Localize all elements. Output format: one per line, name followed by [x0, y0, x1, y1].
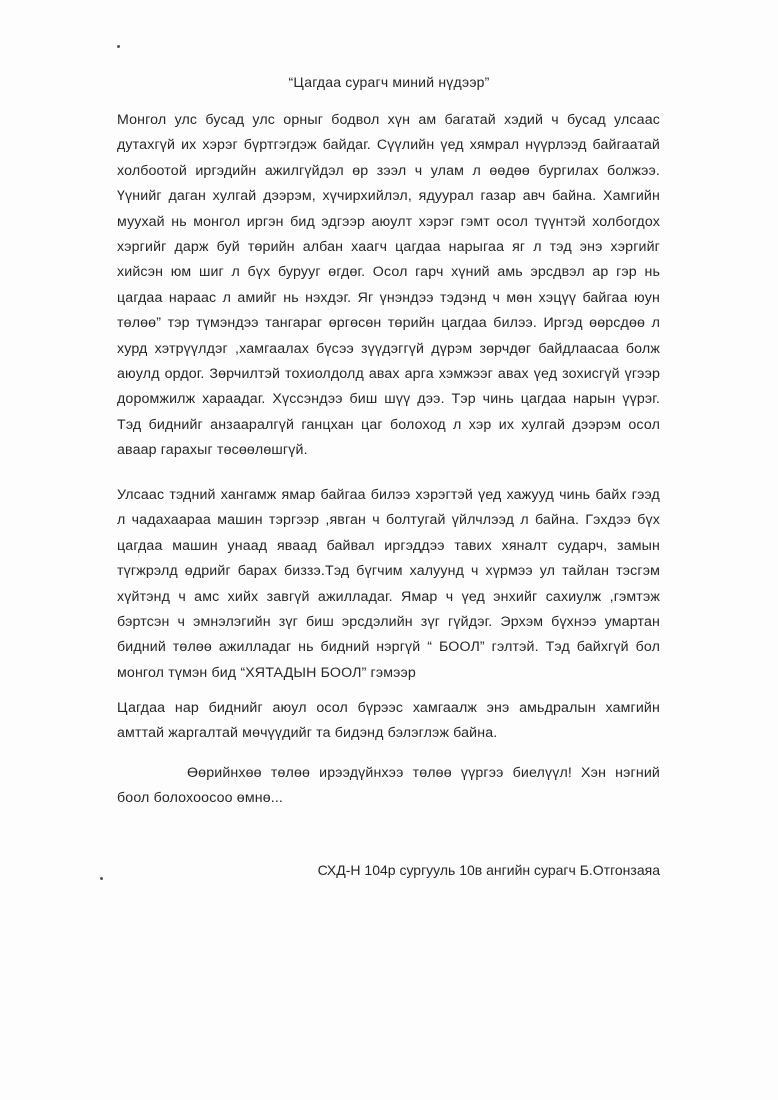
paragraph-4: Өөрийнхөө төлөө ирээдүйнхээ төлөө үүргээ биелүүл! Хэн нэгний боол болохоосоо өмнө...	[117, 765, 660, 807]
paragraph-1: Монгол улс бусад улс орныг бодвол хүн ам багатай хэдий ч бусад улсаас дутахгүй их хэрэг бүртгэгдэж байдаг. Сүүлийн үед хямрал нүүрлээд байгаатай холбоотой иргэдийн ажилгүйдэл өр зээл ч улам л өөдөө бургилах болжээ. Үүнийг даган хулгай дээрэм, хүчирхийлэл, ядуурал газар авч байна. Хамгийн муухай нь монгол иргэн бид эдгээр аюулт хэрэг гэмт осол түүнтэй холбогдох хэргийг дарж буй төрийн албан хаагч цагдаа нарыгаа яг л тэд энэ хэргийг хийсэн юм шиг л бүх бурууг өгдөг. Осол гарч хүний амь эрсдвэл ар гэр нь цагдаа нараас л амийг нь нэхдэг. Яг үнэндээ тэдэнд ч мөн хэцүү байгаа юун төлөө” тэр түмэндээ тангараг өргөсөн төрийн цагдаа билээ. Иргэд өөрсдөө л хурд хэтрүүлдэг ,хамгаалах бүсээ зүүдэггүй дүрэм зөрчдөг байдлаасаа болж аюулд ордог. Зөрчилтэй тохиолдолд авах арга хэмжээг авах үед зохисгүй үгээр доромжилж хараадаг. Хүссэндээ биш шүү дээ. Тэр чинь цагдаа нарын үүрэг. Тэд биднийг анзааралгүй ганцхан цаг болоход л хэр их хулгай дээрэм осол аваар гарахыг төсөөлөшгүй.	[117, 112, 660, 459]
author-signature: СХД-Н 104р сургууль 10в ангийн сурагч Б.Отгонзаяа	[317, 862, 660, 878]
document-title: “Цагдаа сурагч миний нүдээр”	[288, 74, 490, 90]
paragraph-2: Улсаас тэдний хангамж ямар байгаа билээ хэрэгтэй үед хажууд чинь байх гээд л чадахаараа машин тэргээр ,явган ч болтугай үйлчлээд л байна. Гэхдээ бүх цагдаа машин унаад яваад байвал иргэддээ тавих хяналт сударч, замын түгжрэлд өдрийг барах биззэ.Тэд бүгчим халуунд ч хүрмээ ул тайлан тэсгэм хүйтэнд ч амс хийх завгүй ажилладаг. Ямар ч үед энхийг сахиулж ,гэмтэж бэртсэн ч эмнэлэгийн зүг биш эрсдэлийн зүг гүйдэг. Эрхэм бүхнээ умартан бидний төлөө ажилладаг нь бидний нэргүй “ БООЛ” гэлтэй. Тэд байхгүй бол монгол түмэн бид “ХЯТАДЫН БООЛ” гэмээр	[117, 487, 660, 681]
scan-speck	[100, 877, 103, 880]
paragraph-3: Цагдаа нар биднийг аюул осол бүрээс хамгаалж энэ амьдралын хамгийн амттай жаргалтай мөчүүдийг та бидэнд бэлэглэж байна.	[117, 700, 660, 742]
scan-speck	[117, 45, 120, 48]
